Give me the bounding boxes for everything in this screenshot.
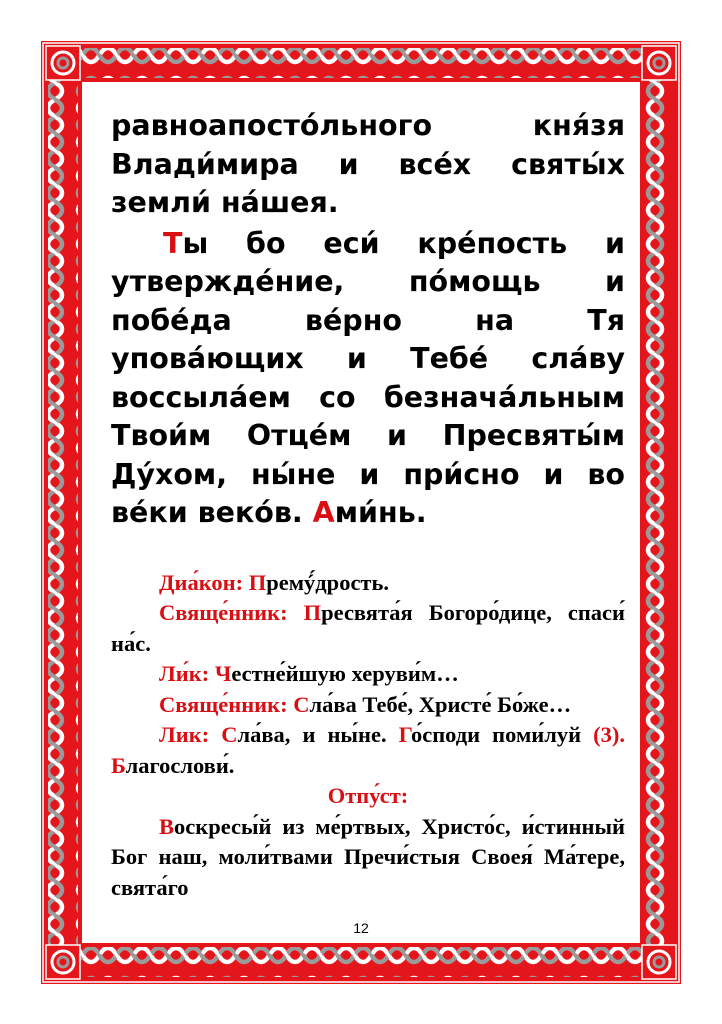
- page-content: [111, 107, 625, 903]
- line-text: о́споди поми́луй: [410, 722, 594, 747]
- dialogue-line-choir-1: [111, 659, 625, 690]
- speaker-label: Свяще́нник:: [159, 600, 288, 625]
- red-initial: Г: [398, 722, 411, 747]
- dialogue-line-priest-2: [111, 690, 625, 721]
- line-text: ресвята́я Богоро́дице, спаси́ на́с.: [111, 600, 626, 656]
- line-text: ла́ва Тебе́, Христе́ Бо́же…: [309, 691, 572, 717]
- paragraph-prayer: [111, 225, 625, 533]
- red-initial: П: [303, 600, 322, 625]
- red-initial: С: [293, 691, 310, 717]
- dialogue-line-choir-2: [111, 720, 625, 781]
- red-initial: В: [159, 813, 175, 839]
- line-text: естне́йшую херуви́м…: [231, 661, 459, 686]
- line-text: ла́ва, и ны́не.: [237, 722, 399, 747]
- red-initial: С: [221, 722, 238, 747]
- red-initial: П: [248, 569, 267, 595]
- paragraph-continuation: равноапосто́льного кня́зя Влади́мира и все́х святы́х земли́ на́шея.: [111, 109, 625, 219]
- amen-text: ми́нь.: [334, 496, 427, 529]
- dismissal-text: [111, 812, 625, 904]
- line-text: лагослови́.: [125, 752, 235, 778]
- page-number: 12: [353, 920, 369, 936]
- corner-bottom-right: [642, 945, 676, 979]
- red-initial: Т: [163, 226, 183, 260]
- corner-top-right: [642, 46, 676, 80]
- speaker-label: Лик:: [159, 722, 210, 747]
- speaker-label: Ли́к:: [159, 661, 210, 686]
- dialogue-line-priest-1: [111, 598, 625, 659]
- red-initial: Ч: [214, 661, 232, 686]
- dialogue-line-deacon: [111, 568, 625, 599]
- red-initial: Б: [111, 752, 126, 778]
- corner-bottom-left: [46, 945, 80, 979]
- prayer-text: ы бо еси́ кре́пость и утвержде́ние, по́мощь и побе́да ве́рно на Тя упова́ющих и Тебе́ сла́ву воссыла́ем со безнача́льным Твои́м Отце́м и Пресвяты́м Ду́хом, ны́не и при́сно и во ве́ки веко́в.: [111, 226, 625, 529]
- corner-top-left: [46, 46, 80, 80]
- speaker-label: Свяще́нник:: [159, 691, 288, 717]
- line-text: оскресы́й из ме́ртвых, Христо́с, и́стинный Бог наш, моли́твами Пречи́стыя Своея́ Ма́тере, свята́го: [111, 813, 625, 900]
- repeat-count: (3).: [593, 722, 626, 747]
- speaker-label: Диа́кон:: [159, 569, 244, 595]
- dismissal-heading: Отпу́ст:: [327, 783, 409, 808]
- line-text: ремý́дрость.: [266, 569, 390, 595]
- red-initial-amen: А: [312, 496, 335, 529]
